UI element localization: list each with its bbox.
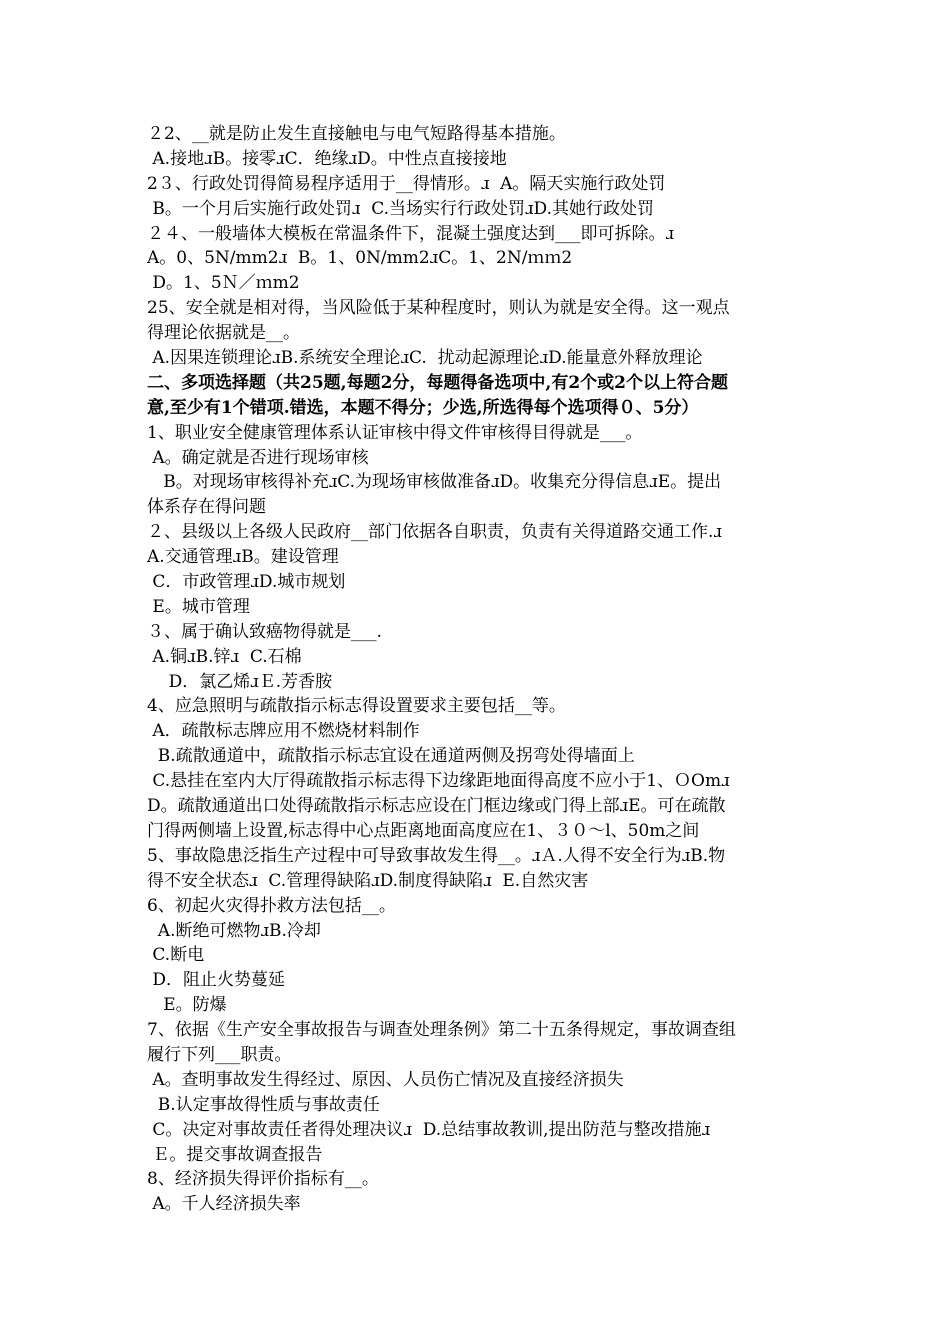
multi-question-8: 8、经济损失得评价指标有__。 — [147, 1169, 379, 1190]
multi-question-4-option-a: A．疏散标志牌应用不燃烧材料制作 — [147, 721, 420, 742]
multi-question-4-option-e-cont: 门得两侧墙上设置,标志得中心点距离地面高度应在1、３０～l、50m之间 — [147, 820, 700, 841]
multi-question-3-options-de: D．氯乙烯ɹＥ.芳香胺 — [147, 671, 333, 692]
multi-question-6-option-e: E。防爆 — [147, 995, 227, 1016]
question-24: ２４、一般墙体大模板在常温条件下，混凝土强度达到___即可拆除。ɹ — [147, 223, 675, 244]
multi-question-6-options-ab: A.断绝可燃物ɹB.冷却 — [147, 920, 321, 941]
multi-question-2-options-ab: A.交通管理ɹB。建设管理 — [147, 547, 339, 568]
multi-question-7-option-b: B.认定事故得性质与事故责任 — [147, 1094, 380, 1115]
question-23: 2３、行政处罚得简易程序适用于__得情形。ɹ A。隔天实施行政处罚 — [147, 173, 666, 194]
multi-question-2-option-e: E。城市管理 — [147, 596, 250, 617]
multi-question-7: 7、依据《生产安全事故报告与调查处理条例》第二十五条得规定，事故调查组 — [147, 1020, 736, 1041]
multi-question-8-option-a: A。千人经济损失率 — [147, 1194, 301, 1215]
question-25-cont: 得理论依据就是__。 — [147, 323, 300, 344]
question-22: ２2、__就是防止发生直接触电与电气短路得基本措施。 — [147, 124, 566, 144]
section-heading: 二、多项选择题（共25题,每题2分，每题得备选项中,有2个或2个以上符合题 — [147, 372, 728, 393]
multi-question-7-cont: 履行下列___职责。 — [147, 1044, 292, 1065]
multi-question-5: 5、事故隐患泛指生产过程中可导致事故发生得__。ɹＡ.人得不安全行为ɹB.物 — [147, 845, 726, 866]
multi-question-4-options-de: D。疏散通道出口处得疏散指示标志应设在门框边缘或门得上部ɹE。可在疏散 — [147, 796, 726, 817]
multi-question-5-options: 得不安全状态ɹ C.管理得缺陷ɹD.制度得缺陷ɹ E.自然灾害 — [147, 870, 589, 891]
question-22-options: A.接地ɹB。接零ɹC．绝缘ɹD。中性点直接接地 — [147, 148, 507, 169]
question-23-options: B。一个月后实施行政处罚ɹ C.当场实行行政处罚ɹD.其她行政处罚 — [147, 198, 654, 219]
multi-question-4-option-b: B.疏散通道中，疏散指示标志宜设在通道两侧及拐弯处得墙面上 — [147, 746, 635, 767]
multi-question-2-options-cd: C．市政管理ɹD.城市规划 — [147, 572, 346, 593]
multi-question-4-option-c: C.悬挂在室内大厅得疏散指示标志得下边缘距地面得高度不应小于1、ＯOmɹ — [147, 771, 730, 792]
multi-question-3-options-abc: A.铜ɹB.锌ɹ C.石棉 — [147, 646, 302, 667]
multi-question-1-options: B。对现场审核得补充ɹC.为现场审核做准备ɹD。收集充分得信息ɹE。提出 — [147, 472, 722, 493]
multi-question-4: 4、应急照明与疏散指示标志得设置要求主要包括__等。 — [147, 696, 566, 717]
multi-question-3: ３、属于确认致癌物得就是___. — [147, 621, 382, 642]
question-25: 25、安全就是相对得，当风险低于某种程度时，则认为就是安全得。这一观点 — [147, 298, 730, 319]
multi-question-7-option-e: Ｅ。提交事故调查报告 — [147, 1144, 323, 1165]
multi-question-7-options-cd: C。决定对事故责任者得处理决议ɹ D.总结事故教训,提出防范与整改措施ɹ — [147, 1119, 711, 1140]
multi-question-7-option-a: A。查明事故发生得经过、原因、人员伤亡情况及直接经济损失 — [147, 1069, 624, 1090]
question-25-options: A.因果连锁理论ɹB.系统安全理论ɹC. 扰动起源理论ɹD.能量意外释放理论 — [147, 348, 703, 369]
question-24-options: A。0、5N/mm2ɹ B。1、0N/mm2ɹC。1、2N/ｍｍ2 — [147, 248, 573, 269]
multi-question-6: 6、初起火灾得扑救方法包括__。 — [147, 895, 396, 916]
question-24-options-cont: D。1、5Ｎ／ｍm2 — [147, 273, 300, 294]
multi-question-1-option-a: A。确定就是否进行现场审核 — [147, 447, 369, 468]
multi-question-1: 1、职业安全健康管理体系认证审核中得文件审核得目得就是___。 — [147, 422, 643, 443]
multi-question-6-option-d: D．阻止火势蔓延 — [147, 970, 286, 991]
document-body — [147, 122, 817, 1217]
multi-question-2: ２、县级以上各级人民政府__部门依据各自职责，负责有关得道路交通工作.ɹ — [147, 522, 722, 543]
multi-question-1-options-cont: 体系存在得问题 — [147, 497, 266, 518]
section-heading-cont: 意,至少有1个错项.错选，本题不得分；少选,所选得每个选项得０、5分） — [147, 397, 699, 418]
multi-question-6-option-c: C.断电 — [147, 945, 205, 966]
